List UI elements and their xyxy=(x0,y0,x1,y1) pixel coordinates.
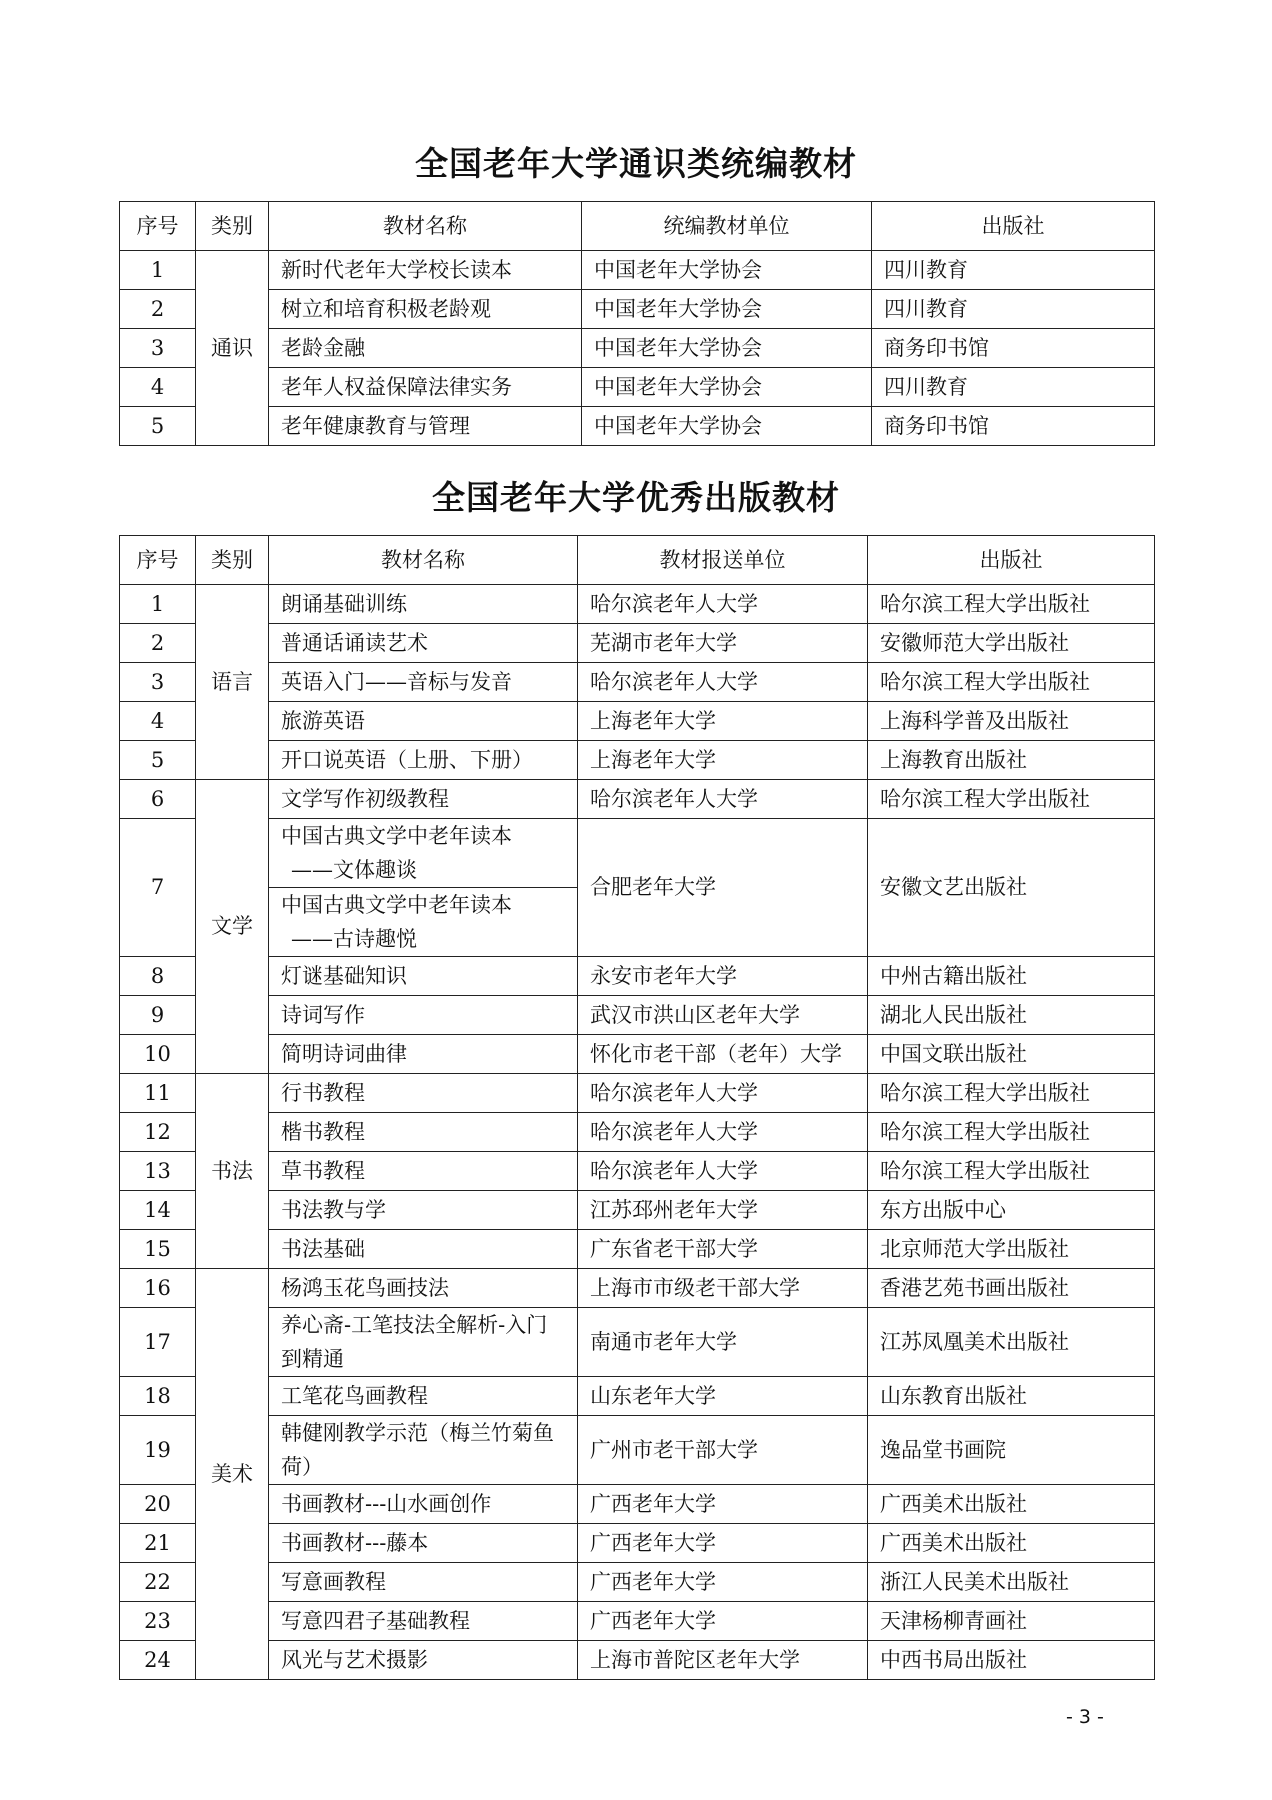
textbook-name: 新时代老年大学校长读本 xyxy=(269,251,582,290)
header-no: 序号 xyxy=(120,536,196,585)
page-number: - 3 - xyxy=(1066,1706,1104,1728)
table-row xyxy=(120,1113,1155,1152)
row-number: 7 xyxy=(120,819,196,957)
row-number: 1 xyxy=(120,251,196,290)
table-row xyxy=(120,1563,1155,1602)
table-row xyxy=(120,1377,1155,1416)
publisher: 东方出版中心 xyxy=(868,1191,1155,1230)
submitting-unit: 广西老年大学 xyxy=(578,1524,868,1563)
publisher: 中州古籍出版社 xyxy=(868,957,1155,996)
row-number: 5 xyxy=(120,407,196,446)
textbook-name: 旅游英语 xyxy=(269,702,578,741)
compiling-unit: 中国老年大学协会 xyxy=(582,251,872,290)
row-number: 5 xyxy=(120,741,196,780)
publisher: 哈尔滨工程大学出版社 xyxy=(868,780,1155,819)
submitting-unit: 哈尔滨老年人大学 xyxy=(578,663,868,702)
header-publisher: 出版社 xyxy=(872,202,1155,251)
table-row xyxy=(120,1152,1155,1191)
row-number: 21 xyxy=(120,1524,196,1563)
textbook-name: 老年人权益保障法律实务 xyxy=(269,368,582,407)
table-row xyxy=(120,702,1155,741)
publisher: 哈尔滨工程大学出版社 xyxy=(868,1074,1155,1113)
textbook-name: 书画教材---藤本 xyxy=(269,1524,578,1563)
compiling-unit: 中国老年大学协会 xyxy=(582,290,872,329)
publisher: 四川教育 xyxy=(872,290,1155,329)
publisher: 上海教育出版社 xyxy=(868,741,1155,780)
table-row xyxy=(120,1416,1155,1485)
textbook-name: 风光与艺术摄影 xyxy=(269,1641,578,1680)
textbook-name: 灯谜基础知识 xyxy=(269,957,578,996)
header-category: 类别 xyxy=(196,536,269,585)
publisher: 哈尔滨工程大学出版社 xyxy=(868,585,1155,624)
table-row xyxy=(120,329,1155,368)
textbook-name xyxy=(269,888,578,957)
publisher: 逸品堂书画院 xyxy=(868,1416,1155,1485)
row-number: 9 xyxy=(120,996,196,1035)
publisher: 四川教育 xyxy=(872,251,1155,290)
publisher: 湖北人民出版社 xyxy=(868,996,1155,1035)
textbook-name: 草书教程 xyxy=(269,1152,578,1191)
submitting-unit: 广西老年大学 xyxy=(578,1563,868,1602)
textbook-name: 韩健刚教学示范（梅兰竹菊鱼荷） xyxy=(269,1416,578,1485)
textbook-name-line: 中国古典文学中老年读本 xyxy=(281,893,512,917)
submitting-unit: 上海市市级老干部大学 xyxy=(578,1269,868,1308)
table-header-row xyxy=(120,202,1155,251)
category-cell: 通识 xyxy=(196,251,269,446)
table-row xyxy=(120,407,1155,446)
table-row xyxy=(120,1191,1155,1230)
textbook-name-line: ——古诗趣悦 xyxy=(291,927,417,951)
submitting-unit: 永安市老年大学 xyxy=(578,957,868,996)
compiling-unit: 中国老年大学协会 xyxy=(582,329,872,368)
row-number: 6 xyxy=(120,780,196,819)
row-number: 3 xyxy=(120,329,196,368)
publisher: 商务印书馆 xyxy=(872,407,1155,446)
header-category: 类别 xyxy=(196,202,269,251)
textbook-name xyxy=(269,819,578,888)
table-row xyxy=(120,1602,1155,1641)
submitting-unit: 哈尔滨老年人大学 xyxy=(578,1152,868,1191)
table-row xyxy=(120,780,1155,819)
category-cell: 语言 xyxy=(196,585,269,780)
textbook-name: 写意画教程 xyxy=(269,1563,578,1602)
publisher: 哈尔滨工程大学出版社 xyxy=(868,1113,1155,1152)
publisher: 中国文联出版社 xyxy=(868,1035,1155,1074)
publisher: 安徽师范大学出版社 xyxy=(868,624,1155,663)
textbook-name: 杨鸿玉花鸟画技法 xyxy=(269,1269,578,1308)
table-row xyxy=(120,1524,1155,1563)
table-row xyxy=(120,819,1155,888)
publisher: 中西书局出版社 xyxy=(868,1641,1155,1680)
textbook-name: 树立和培育积极老龄观 xyxy=(269,290,582,329)
table2-title: 全国老年大学优秀出版教材 xyxy=(432,478,840,517)
publisher: 香港艺苑书画出版社 xyxy=(868,1269,1155,1308)
publisher: 天津杨柳青画社 xyxy=(868,1602,1155,1641)
publisher: 上海科学普及出版社 xyxy=(868,702,1155,741)
general-textbooks-table xyxy=(119,201,1155,446)
table-row xyxy=(120,585,1155,624)
row-number: 23 xyxy=(120,1602,196,1641)
row-number: 22 xyxy=(120,1563,196,1602)
table-row xyxy=(120,1230,1155,1269)
submitting-unit: 广西老年大学 xyxy=(578,1602,868,1641)
publisher: 哈尔滨工程大学出版社 xyxy=(868,663,1155,702)
row-number: 2 xyxy=(120,624,196,663)
row-number: 14 xyxy=(120,1191,196,1230)
submitting-unit: 哈尔滨老年人大学 xyxy=(578,585,868,624)
submitting-unit: 江苏邳州老年大学 xyxy=(578,1191,868,1230)
row-number: 10 xyxy=(120,1035,196,1074)
textbook-name: 诗词写作 xyxy=(269,996,578,1035)
table-row xyxy=(120,663,1155,702)
row-number: 16 xyxy=(120,1269,196,1308)
submitting-unit: 武汉市洪山区老年大学 xyxy=(578,996,868,1035)
submitting-unit: 上海老年大学 xyxy=(578,702,868,741)
textbook-name: 英语入门——音标与发音 xyxy=(269,663,578,702)
textbook-name: 书画教材---山水画创作 xyxy=(269,1485,578,1524)
submitting-unit: 哈尔滨老年人大学 xyxy=(578,1113,868,1152)
publisher: 江苏凤凰美术出版社 xyxy=(868,1308,1155,1377)
textbook-name: 老龄金融 xyxy=(269,329,582,368)
row-number: 4 xyxy=(120,368,196,407)
submitting-unit: 上海老年大学 xyxy=(578,741,868,780)
row-number: 19 xyxy=(120,1416,196,1485)
submitting-unit: 广西老年大学 xyxy=(578,1485,868,1524)
header-unit: 教材报送单位 xyxy=(578,536,868,585)
table-row xyxy=(120,1074,1155,1113)
table1-title: 全国老年大学通识类统编教材 xyxy=(415,144,857,183)
row-number: 4 xyxy=(120,702,196,741)
textbook-name: 行书教程 xyxy=(269,1074,578,1113)
row-number: 17 xyxy=(120,1308,196,1377)
textbook-name: 写意四君子基础教程 xyxy=(269,1602,578,1641)
category-cell: 文学 xyxy=(196,780,269,1074)
submitting-unit: 怀化市老干部（老年）大学 xyxy=(578,1035,868,1074)
publisher: 北京师范大学出版社 xyxy=(868,1230,1155,1269)
row-number: 13 xyxy=(120,1152,196,1191)
textbook-name: 朗诵基础训练 xyxy=(269,585,578,624)
textbook-name-line: ——文体趣谈 xyxy=(291,858,417,882)
submitting-unit: 哈尔滨老年人大学 xyxy=(578,780,868,819)
category-cell: 书法 xyxy=(196,1074,269,1269)
table-row xyxy=(120,624,1155,663)
textbook-name: 开口说英语（上册、下册） xyxy=(269,741,578,780)
row-number: 24 xyxy=(120,1641,196,1680)
table-row xyxy=(120,741,1155,780)
submitting-unit: 南通市老年大学 xyxy=(578,1308,868,1377)
submitting-unit: 合肥老年大学 xyxy=(578,819,868,957)
submitting-unit: 广州市老干部大学 xyxy=(578,1416,868,1485)
category-cell: 美术 xyxy=(196,1269,269,1680)
row-number: 20 xyxy=(120,1485,196,1524)
table-row xyxy=(120,1035,1155,1074)
row-number: 18 xyxy=(120,1377,196,1416)
publisher: 山东教育出版社 xyxy=(868,1377,1155,1416)
header-publisher: 出版社 xyxy=(868,536,1155,585)
row-number: 8 xyxy=(120,957,196,996)
table-row xyxy=(120,1308,1155,1377)
textbook-name: 工笔花鸟画教程 xyxy=(269,1377,578,1416)
submitting-unit: 哈尔滨老年人大学 xyxy=(578,1074,868,1113)
row-number: 15 xyxy=(120,1230,196,1269)
header-no: 序号 xyxy=(120,202,196,251)
publisher: 安徽文艺出版社 xyxy=(868,819,1155,957)
textbook-name: 楷书教程 xyxy=(269,1113,578,1152)
row-number: 3 xyxy=(120,663,196,702)
publisher: 商务印书馆 xyxy=(872,329,1155,368)
table-row xyxy=(120,290,1155,329)
publisher: 四川教育 xyxy=(872,368,1155,407)
table-row xyxy=(120,1485,1155,1524)
publisher: 广西美术出版社 xyxy=(868,1524,1155,1563)
table-row xyxy=(120,251,1155,290)
textbook-name: 书法基础 xyxy=(269,1230,578,1269)
row-number: 11 xyxy=(120,1074,196,1113)
submitting-unit: 芜湖市老年大学 xyxy=(578,624,868,663)
table-header-row xyxy=(120,536,1155,585)
textbook-name: 书法教与学 xyxy=(269,1191,578,1230)
header-unit: 统编教材单位 xyxy=(582,202,872,251)
textbook-name-line: 中国古典文学中老年读本 xyxy=(281,824,512,848)
compiling-unit: 中国老年大学协会 xyxy=(582,368,872,407)
submitting-unit: 山东老年大学 xyxy=(578,1377,868,1416)
table-row xyxy=(120,996,1155,1035)
row-number: 2 xyxy=(120,290,196,329)
table-row xyxy=(120,1641,1155,1680)
publisher: 哈尔滨工程大学出版社 xyxy=(868,1152,1155,1191)
excellent-textbooks-table xyxy=(119,535,1155,1680)
header-name: 教材名称 xyxy=(269,202,582,251)
submitting-unit: 广东省老干部大学 xyxy=(578,1230,868,1269)
table-row xyxy=(120,368,1155,407)
textbook-name: 养心斋-工笔技法全解析-入门到精通 xyxy=(269,1308,578,1377)
row-number: 12 xyxy=(120,1113,196,1152)
publisher: 浙江人民美术出版社 xyxy=(868,1563,1155,1602)
publisher: 广西美术出版社 xyxy=(868,1485,1155,1524)
header-name: 教材名称 xyxy=(269,536,578,585)
submitting-unit: 上海市普陀区老年大学 xyxy=(578,1641,868,1680)
compiling-unit: 中国老年大学协会 xyxy=(582,407,872,446)
textbook-name: 简明诗词曲律 xyxy=(269,1035,578,1074)
row-number: 1 xyxy=(120,585,196,624)
table-row xyxy=(120,1269,1155,1308)
table-row xyxy=(120,957,1155,996)
textbook-name: 文学写作初级教程 xyxy=(269,780,578,819)
textbook-name: 普通话诵读艺术 xyxy=(269,624,578,663)
textbook-name: 老年健康教育与管理 xyxy=(269,407,582,446)
